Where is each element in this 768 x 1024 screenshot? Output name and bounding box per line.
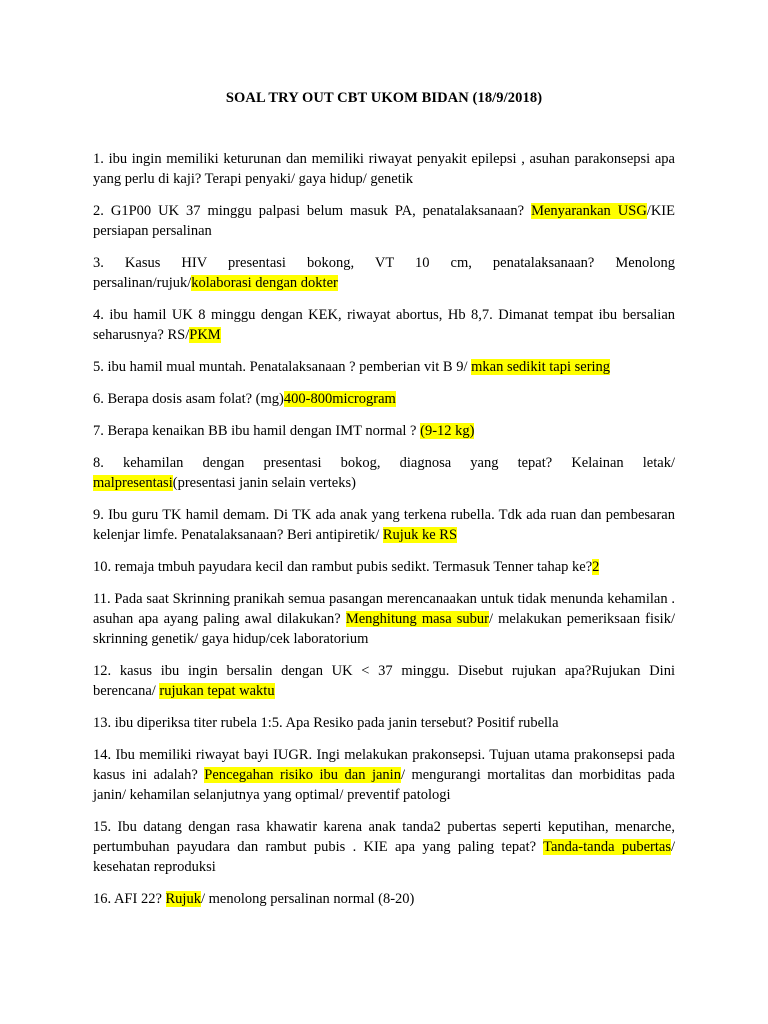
highlighted-answer: Rujuk — [165, 891, 201, 907]
question-12 — [93, 661, 675, 701]
question-text: 4. ibu hamil UK 8 minggu dengan KEK, riwayat abortus, Hb 8,7. Dimanat tempat ibu bersalian seharusnya? RS/ — [93, 307, 675, 343]
question-9 — [93, 505, 675, 545]
question-6 — [93, 389, 675, 409]
highlighted-answer: Tanda-tanda pubertas — [543, 839, 671, 855]
highlighted-answer: Menyarankan USG — [531, 203, 647, 219]
highlighted-answer: Pencegahan risiko ibu dan janin — [204, 767, 401, 783]
question-10 — [93, 557, 675, 577]
question-3 — [93, 253, 675, 293]
question-text: 13. ibu diperiksa titer rubela 1:5. Apa Resiko pada janin tersebut? Positif rubella — [93, 715, 559, 731]
question-text: 8. kehamilan dengan presentasi bokog, diagnosa yang tepat? Kelainan letak/ — [93, 455, 675, 471]
document-title: SOAL TRY OUT CBT UKOM BIDAN (18/9/2018) — [225, 90, 543, 106]
question-11 — [93, 589, 675, 649]
question-text: / melakukan pemeriksaan fisik/ skrinning genetik/ gaya hidup/cek laboratorium — [93, 611, 675, 647]
question-text: 15. Ibu datang dengan rasa khawatir karena anak tanda2 pubertas seperti keputihan, menarche, pertumbuhan payudara dan rambut pubis . KIE apa yang paling tepat? — [93, 819, 675, 855]
highlighted-answer: (9-12 kg) — [420, 423, 475, 439]
highlighted-answer: malpresentasi — [93, 475, 173, 491]
question-text: 16. AFI 22? — [93, 891, 166, 907]
question-text: /KIE persiapan persalinan — [93, 203, 675, 239]
highlighted-answer: 400-800microgram — [283, 391, 396, 407]
question-15 — [93, 817, 675, 877]
question-8 — [93, 453, 675, 493]
highlighted-answer: mkan sedikit tapi sering — [471, 359, 611, 375]
question-text: 9. Ibu guru TK hamil demam. Di TK ada anak yang terkena rubella. Tdk ada ruan dan pembesaran kelenjar limfe. Penatalaksanaan? Beri antipiretik/ — [93, 507, 675, 543]
question-text: 3. Kasus HIV presentasi bokong, VT 10 cm, penatalaksanaan? Menolong persalinan/rujuk/ — [93, 255, 675, 291]
question-text: 6. Berapa dosis asam folat? (mg) — [93, 391, 284, 407]
question-text: 1. ibu ingin memiliki keturunan dan memiliki riwayat penyakit epilepsi , asuhan parakonsepsi apa yang perlu di kaji? Terapi penyaki/ gaya hidup/ genetik — [93, 151, 675, 187]
highlighted-answer: 2 — [592, 559, 600, 575]
question-16 — [93, 889, 675, 909]
question-text: 12. kasus ibu ingin bersalin dengan UK < 37 minggu. Disebut rujukan apa?Rujukan Dini berencana/ — [93, 663, 675, 699]
question-list — [93, 149, 675, 921]
question-text: / menolong persalinan normal (8-20) — [200, 891, 415, 907]
question-13 — [93, 713, 675, 733]
question-4 — [93, 305, 675, 345]
highlighted-answer: rujukan tepat waktu — [159, 683, 275, 699]
question-text: 11. Pada saat Skrinning pranikah semua pasangan merencanaakan untuk tidak menunda kehamilan . asuhan apa ayang paling awal dilakukan? — [93, 591, 675, 627]
highlighted-answer: PKM — [189, 327, 221, 343]
highlighted-answer: kolaborasi dengan dokter — [191, 275, 338, 291]
question-1 — [93, 149, 675, 189]
question-text: / mengurangi mortalitas dan morbiditas pada janin/ kehamilan selanjutnya yang optimal/ preventif patologi — [93, 767, 675, 803]
question-text: (presentasi janin selain verteks) — [172, 475, 356, 491]
question-text: 10. remaja tmbuh payudara kecil dan rambut pubis sedikt. Termasuk Tenner tahap ke? — [93, 559, 593, 575]
question-text: 14. Ibu memiliki riwayat bayi IUGR. Ingi melakukan prakonsepsi. Tujuan utama prakonsepsi pada kasus ini adalah? — [93, 747, 675, 783]
question-text: / kesehatan reproduksi — [93, 839, 675, 875]
question-text: 5. ibu hamil mual muntah. Penatalaksanaan ? pemberian vit B 9/ — [93, 359, 472, 375]
highlighted-answer: Rujuk ke RS — [382, 527, 458, 543]
question-2 — [93, 201, 675, 241]
question-text: 7. Berapa kenaikan BB ibu hamil dengan IMT normal ? — [93, 423, 421, 439]
question-7 — [93, 421, 675, 441]
question-text: 2. G1P00 UK 37 minggu palpasi belum masuk PA, penatalaksanaan? — [93, 203, 532, 219]
highlighted-answer: Menghitung masa subur — [345, 611, 489, 627]
question-5 — [93, 357, 675, 377]
question-14 — [93, 745, 675, 805]
